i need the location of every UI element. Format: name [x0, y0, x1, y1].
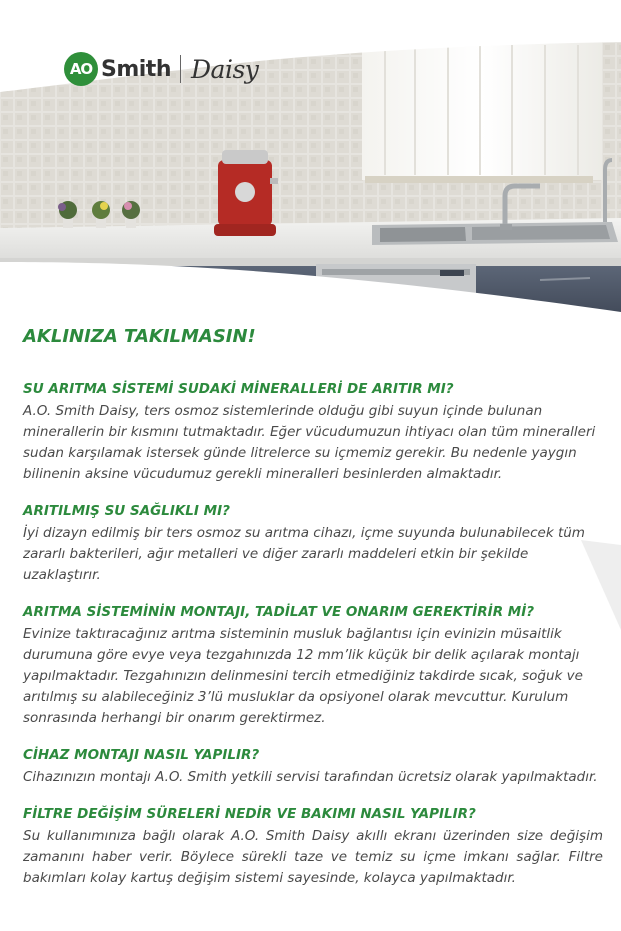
- faq-item: [23, 502, 603, 586]
- brand-logo: [64, 52, 258, 86]
- faq-item: [23, 603, 603, 729]
- faq-question: FİLTRE DEĞİŞİM SÜRELERİ NEDİR VE BAKIMI NASIL YAPILIR?: [23, 806, 476, 822]
- logo-smith-text: Smith: [101, 56, 171, 82]
- kitchen-hero-image: [0, 0, 621, 320]
- faq-answer: Cihazınızın montajı A.O. Smith yetkili servisi tarafından ücretsiz olarak yapılmaktadır.: [23, 769, 598, 785]
- faq-question: CİHAZ MONTAJI NASIL YAPILIR?: [23, 747, 260, 763]
- kitchen-illustration: [0, 0, 621, 320]
- faq-question: SU ARITMA SİSTEMİ SUDAKİ MİNERALLERİ DE ARITIR MI?: [23, 381, 454, 397]
- faq-answer: A.O. Smith Daisy, ters osmoz sistemlerinde olduğu gibi suyun içinde bulunan minerallerin bir kısmını tutmaktadır. Eğer vücudumuzun ihtiyacı olan tüm mineralleri sudan karşılamak istersek günde litrelerce su içmemiz gerekir. Bu nedenle yaygın bilinenin aksine vücudumuz gerekli mineralleri besinlerden almaktadır.: [23, 403, 596, 482]
- page-title: AKLINIZA TAKILMASIN!: [23, 326, 256, 347]
- faq-content: [23, 322, 603, 906]
- faq-question: ARITILMIŞ SU SAĞLIKLI MI?: [23, 503, 230, 519]
- faq-answer: Evinize taktıracağınız arıtma sisteminin musluk bağlantısı için evinizin müsaitlik durumuna göre evye veya tezgahınızda 12 mm’lik küçük bir delik açılarak montajı yapılmaktadır. Tezgahınızın delinmesini tercih etmediğiniz takdirde sıcak, soğuk ve arıtılmış su alabileceğiniz 3’lü musluklar da opsiyonel olarak mevcuttur. Kurulum sonrasında herhangi bir onarım gerektirmez.: [23, 626, 583, 726]
- faq-item: [23, 380, 603, 485]
- faq-question: ARITMA SİSTEMİNİN MONTAJI, TADİLAT VE ONARIM GEREKTİRİR Mİ?: [23, 604, 535, 620]
- ao-logo-icon: AO: [64, 52, 98, 86]
- faq-item: [23, 805, 603, 889]
- faq-item: [23, 746, 603, 788]
- logo-daisy-text: Daisy: [191, 54, 259, 84]
- faq-answer: İyi dizayn edilmiş bir ters osmoz su arıtma cihazı, içme suyunda bulunabilecek tüm zararlı bakterileri, ağır metalleri ve diğer zararlı maddeleri etkin bir şekilde uzaklaştırır.: [23, 525, 585, 583]
- logo-divider: [180, 55, 181, 83]
- faq-answer: Su kullanımınıza bağlı olarak A.O. Smith Daisy akıllı ekranı üzerinden size değişim zamanını haber verir. Böylece sürekli taze ve temiz su içme imkanı sağlar. Filtre bakımları kolay kartuş değişim sistemi sayesinde, kolayca yapılmaktadır.: [23, 828, 603, 886]
